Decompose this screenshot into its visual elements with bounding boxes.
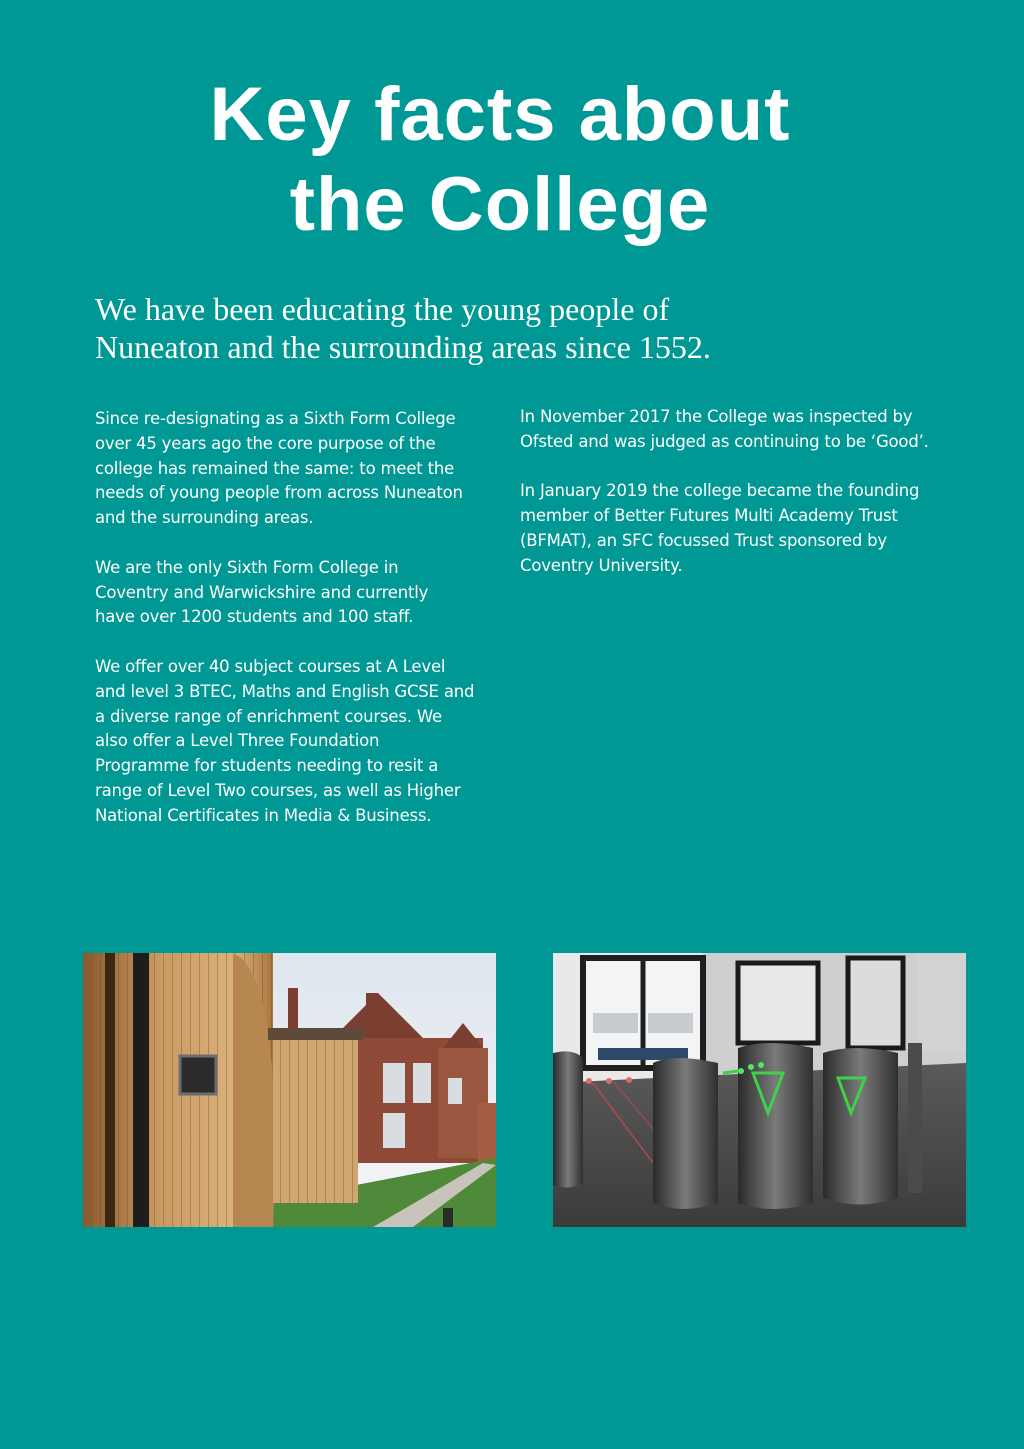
text-line: range of Level Two courses, as well as Higher [95,780,461,800]
text-line: In January 2019 the college became the founding [520,481,920,501]
text-line: and level 3 BTEC, Maths and English GCSE and [95,681,475,701]
page-title [0,70,1000,250]
text-line: We are the only Sixth Form College in [95,557,399,577]
text-line: Since re-designating as a Sixth Form College [95,409,456,428]
text-line: We offer over 40 subject courses at A Level [95,656,446,676]
text-line: college has remained the same: to meet the [95,458,455,478]
text-line: In November 2017 the College was inspected by [520,407,913,426]
entrance-gates-photo [553,953,966,1227]
text-line: a diverse range of enrichment courses. We [95,706,442,726]
title-line-1: Key facts about [209,72,791,157]
college-building-photo [83,953,496,1227]
text-line: (BFMAT), an SFC focussed Trust sponsored by [520,530,887,550]
lead-statement [95,290,955,366]
text-line: member of Better Futures Multi Academy Trust [520,506,898,526]
text-line: Coventry University. [520,555,683,575]
text-line: and the surrounding areas. [95,508,314,528]
history-paragraph [95,407,495,531]
text-line: National Certificates in Media & Business. [95,805,432,825]
lead-line-2: Nuneaton and the surrounding areas since 1552. [95,329,711,365]
left-column [95,407,495,853]
lead-line-1: We have been educating the young people of [95,291,670,327]
text-line: also offer a Level Three Foundation [95,731,380,751]
courses-paragraph [95,655,495,829]
text-line: Programme for students needing to resit a [95,756,439,776]
text-line: needs of young people from across Nuneaton [95,483,463,503]
right-column [520,405,950,603]
text-line: Ofsted and was judged as continuing to be ‘Good’. [520,431,929,451]
text-line: over 45 years ago the core purpose of the [95,433,436,453]
text-line: Coventry and Warwickshire and currently [95,582,429,602]
title-line-2: the College [289,162,711,247]
size-paragraph [95,556,495,630]
ofsted-paragraph [520,405,950,455]
trust-paragraph [520,479,950,578]
text-line: have over 1200 students and 100 staff. [95,607,414,627]
